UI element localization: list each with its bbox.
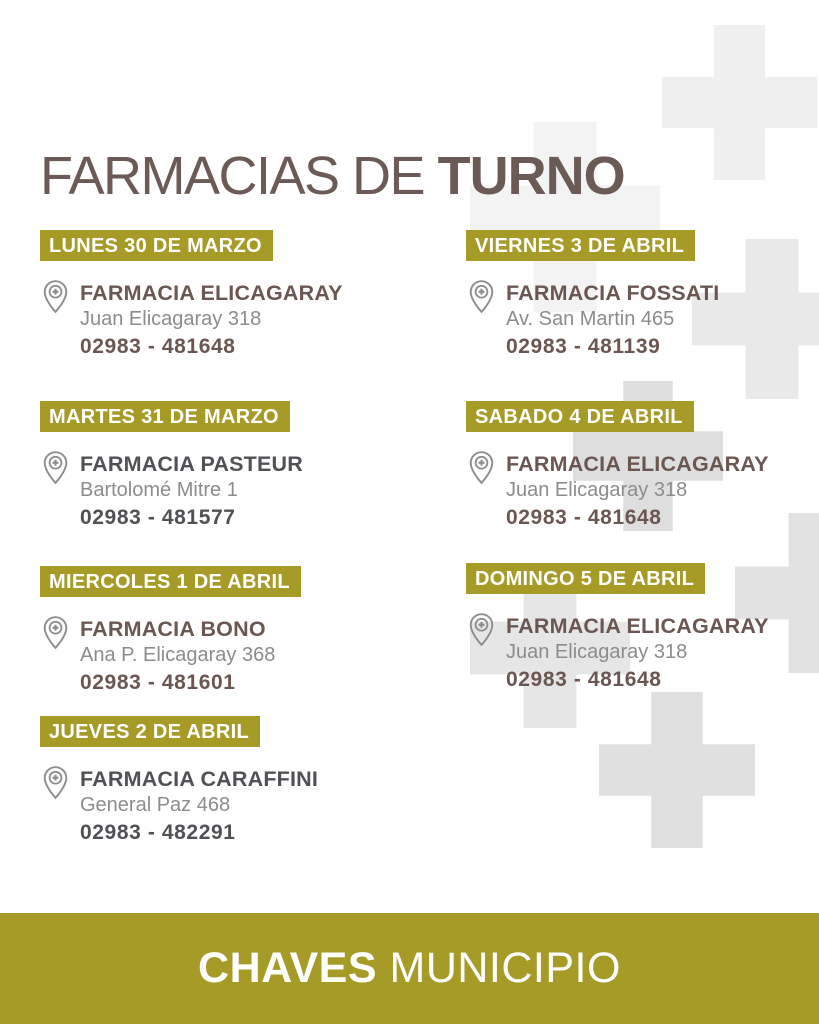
pharmacy-entry xyxy=(40,716,318,845)
pharmacy-name: FARMACIA ELICAGARAY xyxy=(80,281,343,305)
pharmacy-entry xyxy=(466,563,769,692)
date-label: MARTES 31 DE MARZO xyxy=(49,406,279,428)
pharmacy-entry xyxy=(40,566,301,695)
date-badge xyxy=(466,230,695,261)
pharmacy-name: FARMACIA PASTEUR xyxy=(80,452,303,476)
date-label: VIERNES 3 DE ABRIL xyxy=(475,235,685,257)
pharmacy-address: Av. San Martin 465 xyxy=(506,308,675,330)
pharmacy-name: FARMACIA FOSSATI xyxy=(506,281,720,305)
municipality-logo-text xyxy=(198,944,621,993)
location-pin-icon xyxy=(466,279,498,359)
pharmacy-name: FARMACIA ELICAGARAY xyxy=(506,452,769,476)
pharmacy-address: Bartolomé Mitre 1 xyxy=(80,479,238,501)
pharmacy-phone: 02983 - 482291 xyxy=(80,821,236,844)
date-badge xyxy=(40,716,260,747)
pharmacy-name: FARMACIA BONO xyxy=(80,617,266,641)
pharmacy-name: FARMACIA CARAFFINI xyxy=(80,767,319,791)
pharmacy-address: Juan Elicagaray 318 xyxy=(506,479,688,501)
pharmacy-phone: 02983 - 481601 xyxy=(80,671,236,694)
pharmacy-phone: 02983 - 481648 xyxy=(80,335,236,358)
municipality-name-regular: MUNICIPIO xyxy=(389,944,621,992)
location-pin-icon xyxy=(40,615,72,695)
municipality-name-bold: CHAVES xyxy=(198,944,378,992)
pharmacy-phone: 02983 - 481577 xyxy=(80,506,236,529)
pharmacy-cross-decoration xyxy=(599,692,755,848)
pharmacy-entry xyxy=(466,230,719,359)
date-label: MIERCOLES 1 DE ABRIL xyxy=(49,571,290,593)
date-badge xyxy=(40,566,301,597)
location-pin-icon xyxy=(40,765,72,845)
pharmacy-address: Juan Elicagaray 318 xyxy=(506,641,688,663)
pharmacy-phone: 02983 - 481139 xyxy=(506,335,661,358)
date-badge xyxy=(40,230,273,261)
page-title xyxy=(40,148,625,205)
date-badge xyxy=(466,401,694,432)
pharmacy-entry xyxy=(40,230,343,359)
pharmacy-phone: 02983 - 481648 xyxy=(506,506,662,529)
page-title-regular: FARMACIAS DE xyxy=(40,146,425,207)
pharmacy-cross-decoration xyxy=(662,25,817,180)
date-label: LUNES 30 DE MARZO xyxy=(49,235,262,257)
date-label: DOMINGO 5 DE ABRIL xyxy=(475,568,695,590)
date-label: SABADO 4 DE ABRIL xyxy=(475,406,683,428)
page-title-bold: TURNO xyxy=(437,146,625,207)
pharmacy-address: Juan Elicagaray 318 xyxy=(80,308,262,330)
pharmacy-address: Ana P. Elicagaray 368 xyxy=(80,644,276,666)
date-label: JUEVES 2 DE ABRIL xyxy=(49,721,249,743)
pharmacy-name: FARMACIA ELICAGARAY xyxy=(506,614,769,638)
pharmacy-phone: 02983 - 481648 xyxy=(506,668,662,691)
date-badge xyxy=(40,401,290,432)
location-pin-icon xyxy=(466,450,498,530)
municipality-footer-bar xyxy=(0,913,819,1024)
location-pin-icon xyxy=(40,450,72,530)
pharmacy-entry xyxy=(40,401,303,530)
pharmacy-entry xyxy=(466,401,769,530)
location-pin-icon xyxy=(466,612,498,692)
location-pin-icon xyxy=(40,279,72,359)
pharmacy-address: General Paz 468 xyxy=(80,794,231,816)
date-badge xyxy=(466,563,705,594)
